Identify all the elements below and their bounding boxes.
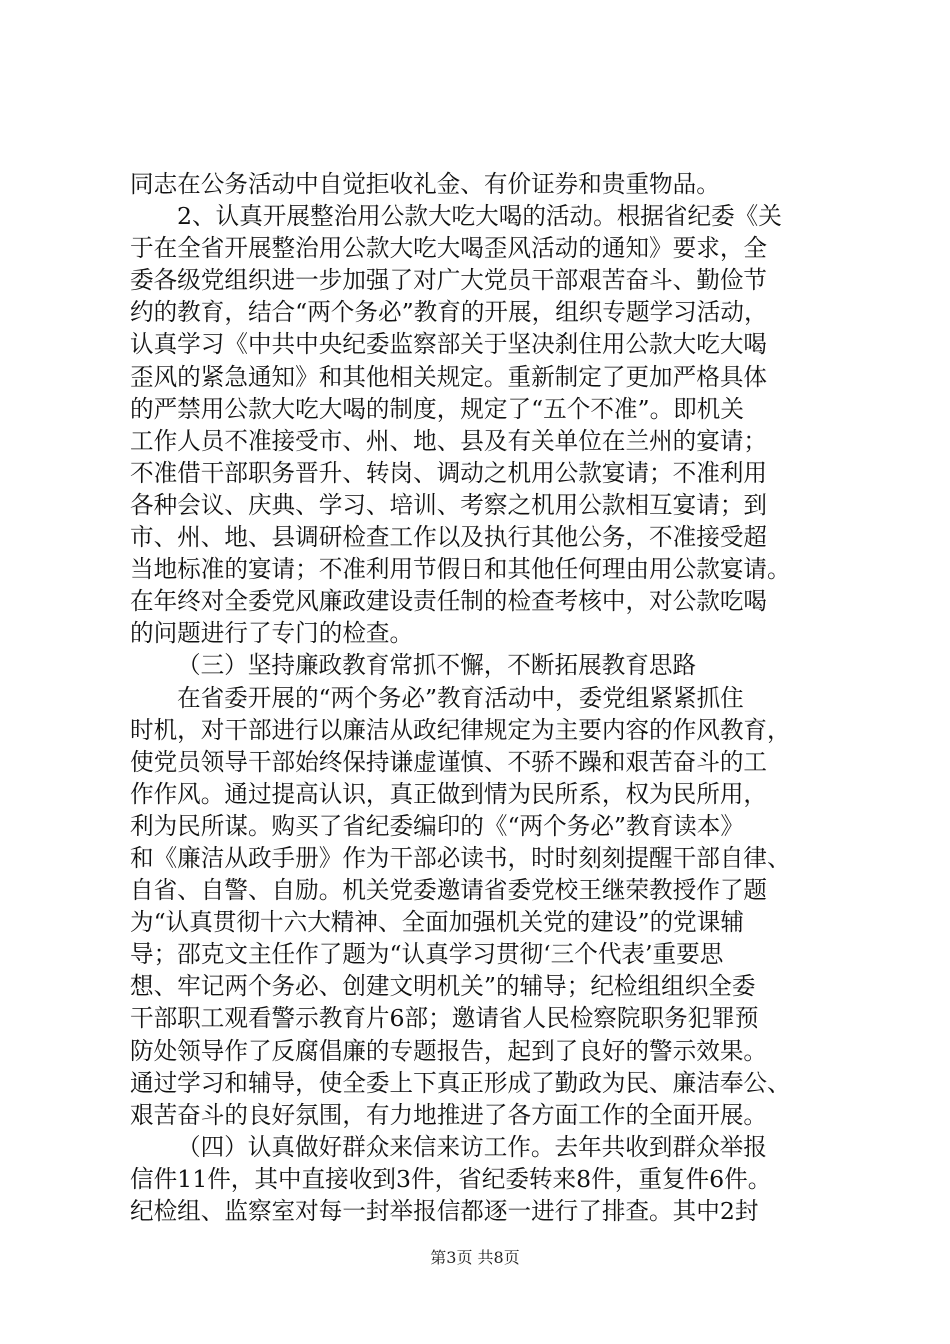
text-line: 市、州、地、县调研检查工作以及执行其他公务，不准接受超 (130, 523, 768, 552)
text-line: （三）坚持廉政教育常抓不懈，不断拓展教育思路 (177, 651, 697, 680)
text-line: 使党员领导干部始终保持谦虚谨慎、不骄不躁和艰苦奋斗的工 (130, 747, 768, 776)
text-line: 为“认真贯彻十六大精神、全面加强机关党的建设”的党课辅 (130, 908, 744, 937)
text-line: 在年终对全委党风廉政建设责任制的检查考核中，对公款吃喝 (130, 587, 768, 616)
text-line: 2、认真开展整治用公款大吃大喝的活动。根据省纪委《关 (177, 202, 782, 231)
text-line: 艰苦奋斗的良好氛围，有力地推进了各方面工作的全面开展。 (130, 1100, 768, 1129)
text-line: 工作人员不准接受市、州、地、县及有关单位在兰州的宴请； (130, 426, 768, 455)
text-line: 防处领导作了反腐倡廉的专题报告，起到了良好的警示效果。 (130, 1036, 768, 1065)
text-line: 约的教育，结合“两个务必”教育的开展，组织专题学习活动， (130, 298, 768, 327)
text-line: 通过学习和辅导，使全委上下真正形成了勤政为民、廉洁奉公、 (130, 1068, 791, 1097)
text-line: 利为民所谋。购买了省纪委编印的《“两个务必”教育读本》 (130, 811, 744, 840)
text-line: 自省、自警、自励。机关党委邀请省委党校王继荣教授作了题 (130, 876, 768, 905)
text-line: 的问题进行了专门的检查。 (130, 619, 414, 648)
text-line: 在省委开展的“两个务必”教育活动中，委党组紧紧抓住 (177, 683, 744, 712)
text-line: 于在全省开展整治用公款大吃大喝歪风活动的通知》要求，全 (130, 234, 768, 263)
text-line: 同志在公务活动中自觉拒收礼金、有价证券和贵重物品。 (130, 170, 720, 198)
text-line: 委各级党组织进一步加强了对广大党员干部艰苦奋斗、勤俭节 (130, 266, 768, 295)
text-line: 当地标准的宴请；不准利用节假日和其他任何理由用公款宴请。 (130, 555, 791, 584)
text-line: 歪风的紧急通知》和其他相关规定。重新制定了更加严格具体 (130, 362, 768, 391)
page-number: 第3页 共8页 (430, 1248, 520, 1267)
text-line: 各种会议、庆典、学习、培训、考察之机用公款相互宴请；到 (130, 490, 768, 519)
text-line: 的严禁用公款大吃大喝的制度，规定了“五个不准”。即机关 (130, 394, 744, 423)
text-line: 想、牢记两个务必、创建文明机关”的辅导；纪检组组织全委 (130, 972, 756, 1001)
text-line: 认真学习《中共中央纪委监察部关于坚决刹住用公款大吃大喝 (130, 330, 768, 359)
document-body (130, 168, 826, 1227)
text-line: （四）认真做好群众来信来访工作。去年共收到群众举报 (177, 1132, 767, 1161)
text-line: 和《廉洁从政手册》作为干部必读书，时时刻刻提醒干部自律、 (130, 843, 791, 872)
page-footer (0, 1245, 950, 1268)
text-line: 干部职工观看警示教育片6部；邀请省人民检察院职务犯罪预 (130, 1004, 759, 1033)
text-line: 信件11件，其中直接收到3件，省纪委转来8件，重复件6件。 (130, 1164, 772, 1193)
text-line: 作作风。通过提高认识，真正做到情为民所系，权为民所用， (130, 779, 768, 808)
text-line: 不准借干部职务晋升、转岗、调动之机用公款宴请；不准利用 (130, 458, 768, 487)
text-line: 纪检组、监察室对每一封举报信都逐一进行了排查。其中2封 (130, 1197, 759, 1225)
text-line: 导；邵克文主任作了题为“认真学习贯彻‘三个代表’重要思 (130, 940, 724, 969)
text-line: 时机，对干部进行以廉洁从政纪律规定为主要内容的作风教育， (130, 715, 791, 744)
